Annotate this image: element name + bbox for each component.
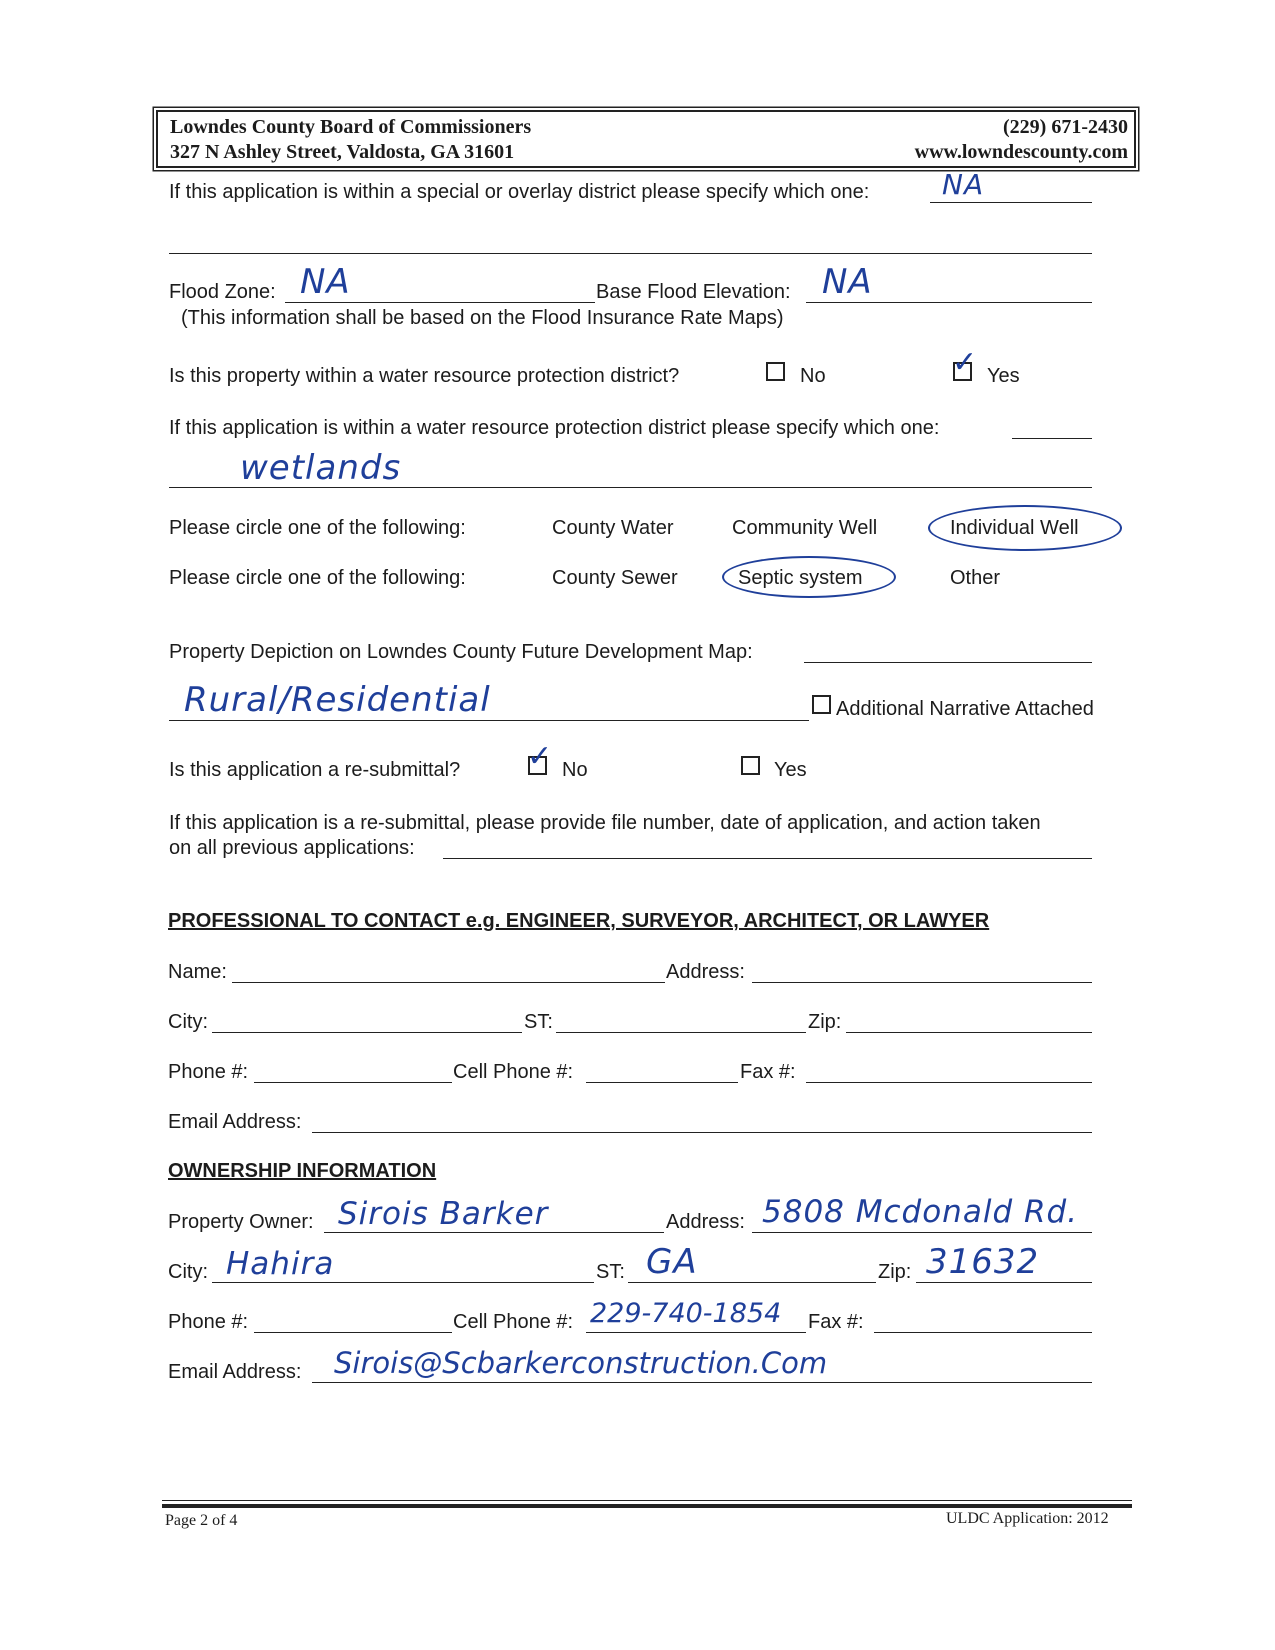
- checkmark-icon: ✓: [527, 740, 553, 773]
- pro-st-label: ST:: [524, 1011, 553, 1033]
- water-protection-specify-label: If this application is within a water resource protection district please specify which one:: [169, 417, 940, 439]
- org-phone: (229) 671-2430: [1003, 116, 1128, 138]
- water-protection-question: Is this property within a water resource protection district?: [169, 365, 680, 387]
- water-protection-no-label: No: [800, 365, 826, 387]
- professional-heading: PROFESSIONAL TO CONTACT e.g. ENGINEER, SURVEYOR, ARCHITECT, OR LAWYER: [168, 910, 990, 932]
- water-option-community-well[interactable]: Community Well: [732, 517, 878, 539]
- owner-address-field[interactable]: [752, 1232, 1092, 1233]
- pro-name-field[interactable]: [232, 982, 665, 983]
- owner-zip-value[interactable]: 31632: [926, 1242, 1040, 1282]
- form-version: ULDC Application: 2012: [946, 1510, 1109, 1527]
- selection-circle: [928, 505, 1122, 551]
- owner-phone-label: Phone #:: [168, 1311, 249, 1333]
- selection-circle: [722, 556, 896, 598]
- owner-zip-label: Zip:: [878, 1261, 912, 1283]
- bfe-label: Base Flood Elevation:: [596, 281, 791, 303]
- pro-zip-field[interactable]: [846, 1032, 1092, 1033]
- resubmittal-detail-line[interactable]: [443, 858, 1092, 859]
- owner-address-value[interactable]: 5808 Mcdonald Rd.: [762, 1194, 1079, 1230]
- future-map-value[interactable]: Rural/Residential: [184, 680, 491, 720]
- pro-city-label: City:: [168, 1011, 208, 1033]
- pro-email-field[interactable]: [312, 1132, 1092, 1133]
- owner-city-value[interactable]: Hahira: [226, 1246, 335, 1282]
- owner-fax-label: Fax #:: [808, 1311, 864, 1333]
- pro-address-label: Address:: [666, 961, 745, 983]
- pro-cell-label: Cell Phone #:: [453, 1061, 574, 1083]
- sewer-option-septic[interactable]: Septic system: [738, 567, 863, 589]
- pro-city-field[interactable]: [212, 1032, 522, 1033]
- water-option-individual-well[interactable]: Individual Well: [950, 517, 1079, 539]
- org-address: 327 N Ashley Street, Valdosta, GA 31601: [170, 141, 515, 163]
- future-map-line[interactable]: [804, 662, 1092, 663]
- flood-zone-line[interactable]: [285, 302, 595, 303]
- sewer-label: Please circle one of the following:: [169, 567, 466, 589]
- resubmittal-detail-line1: If this application is a re-submittal, please provide file number, date of application, and action taken: [169, 812, 1041, 834]
- water-option-county-water[interactable]: County Water: [552, 517, 674, 539]
- owner-phone-field[interactable]: [254, 1332, 452, 1333]
- owner-fax-field[interactable]: [874, 1332, 1092, 1333]
- pro-phone-label: Phone #:: [168, 1061, 249, 1083]
- resubmittal-yes-checkbox[interactable]: [741, 756, 760, 775]
- water-source-label: Please circle one of the following:: [169, 517, 466, 539]
- pro-cell-field[interactable]: [586, 1082, 738, 1083]
- sewer-option-other[interactable]: Other: [950, 567, 1001, 589]
- future-map-label: Property Depiction on Lowndes County Future Development Map:: [169, 641, 753, 663]
- owner-email-label: Email Address:: [168, 1361, 302, 1383]
- owner-cell-value[interactable]: 229-740-1854: [590, 1298, 782, 1329]
- owner-email-field[interactable]: [312, 1382, 1092, 1383]
- owner-zip-field[interactable]: [916, 1282, 1092, 1283]
- special-district-line-2[interactable]: [169, 253, 1092, 254]
- water-protection-specify-line[interactable]: [1012, 438, 1092, 439]
- footer-rule-thick: [162, 1504, 1132, 1508]
- owner-value[interactable]: Sirois Barker: [338, 1196, 549, 1232]
- owner-cell-field[interactable]: [586, 1332, 806, 1333]
- resubmittal-question: Is this application a re-submittal?: [169, 759, 461, 781]
- owner-st-field[interactable]: [628, 1282, 876, 1283]
- resubmittal-detail-line2: on all previous applications:: [169, 837, 415, 859]
- resubmittal-no-label: No: [562, 759, 588, 781]
- resubmittal-yes-label: Yes: [774, 759, 807, 781]
- checkmark-icon: ✓: [952, 346, 978, 379]
- org-name: Lowndes County Board of Commissioners: [170, 116, 532, 138]
- owner-cell-label: Cell Phone #:: [453, 1311, 574, 1333]
- pro-name-label: Name:: [168, 961, 227, 983]
- letterhead-box: [156, 110, 1136, 168]
- flood-zone-label: Flood Zone:: [169, 281, 276, 303]
- owner-city-label: City:: [168, 1261, 208, 1283]
- owner-field[interactable]: [324, 1232, 664, 1233]
- page-number: Page 2 of 4: [165, 1512, 238, 1529]
- owner-email-value[interactable]: Sirois@Scbarkerconstruction.Com: [334, 1346, 828, 1380]
- pro-address-field[interactable]: [752, 982, 1092, 983]
- future-map-line-2[interactable]: [169, 720, 809, 721]
- sewer-option-county-sewer[interactable]: County Sewer: [552, 567, 678, 589]
- pro-fax-field[interactable]: [806, 1082, 1092, 1083]
- water-protection-no-checkbox[interactable]: [766, 362, 785, 381]
- special-district-label: If this application is within a special or overlay district please specify which one:: [169, 181, 870, 203]
- pro-phone-field[interactable]: [254, 1082, 452, 1083]
- flood-zone-value[interactable]: NA: [300, 262, 351, 302]
- pro-zip-label: Zip:: [808, 1011, 842, 1033]
- narrative-checkbox[interactable]: [812, 695, 831, 714]
- flood-note: (This information shall be based on the Flood Insurance Rate Maps): [181, 307, 784, 329]
- bfe-line[interactable]: [806, 302, 1092, 303]
- pro-email-label: Email Address:: [168, 1111, 302, 1133]
- water-protection-yes-label: Yes: [987, 365, 1020, 387]
- owner-address-label: Address:: [666, 1211, 745, 1233]
- owner-st-value[interactable]: GA: [646, 1242, 698, 1282]
- narrative-label: Additional Narrative Attached: [836, 698, 1094, 720]
- owner-city-field[interactable]: [212, 1282, 594, 1283]
- bfe-value[interactable]: NA: [822, 262, 873, 302]
- water-protection-specify-value[interactable]: wetlands: [240, 448, 402, 488]
- pro-fax-label: Fax #:: [740, 1061, 796, 1083]
- owner-st-label: ST:: [596, 1261, 625, 1283]
- ownership-heading: OWNERSHIP INFORMATION: [168, 1160, 437, 1182]
- org-website: www.lowndescounty.com: [914, 141, 1128, 163]
- special-district-line[interactable]: [930, 202, 1092, 203]
- pro-st-field[interactable]: [556, 1032, 806, 1033]
- footer-rule-thin: [162, 1500, 1132, 1501]
- owner-label: Property Owner:: [168, 1211, 314, 1233]
- special-district-value[interactable]: NA: [942, 168, 985, 201]
